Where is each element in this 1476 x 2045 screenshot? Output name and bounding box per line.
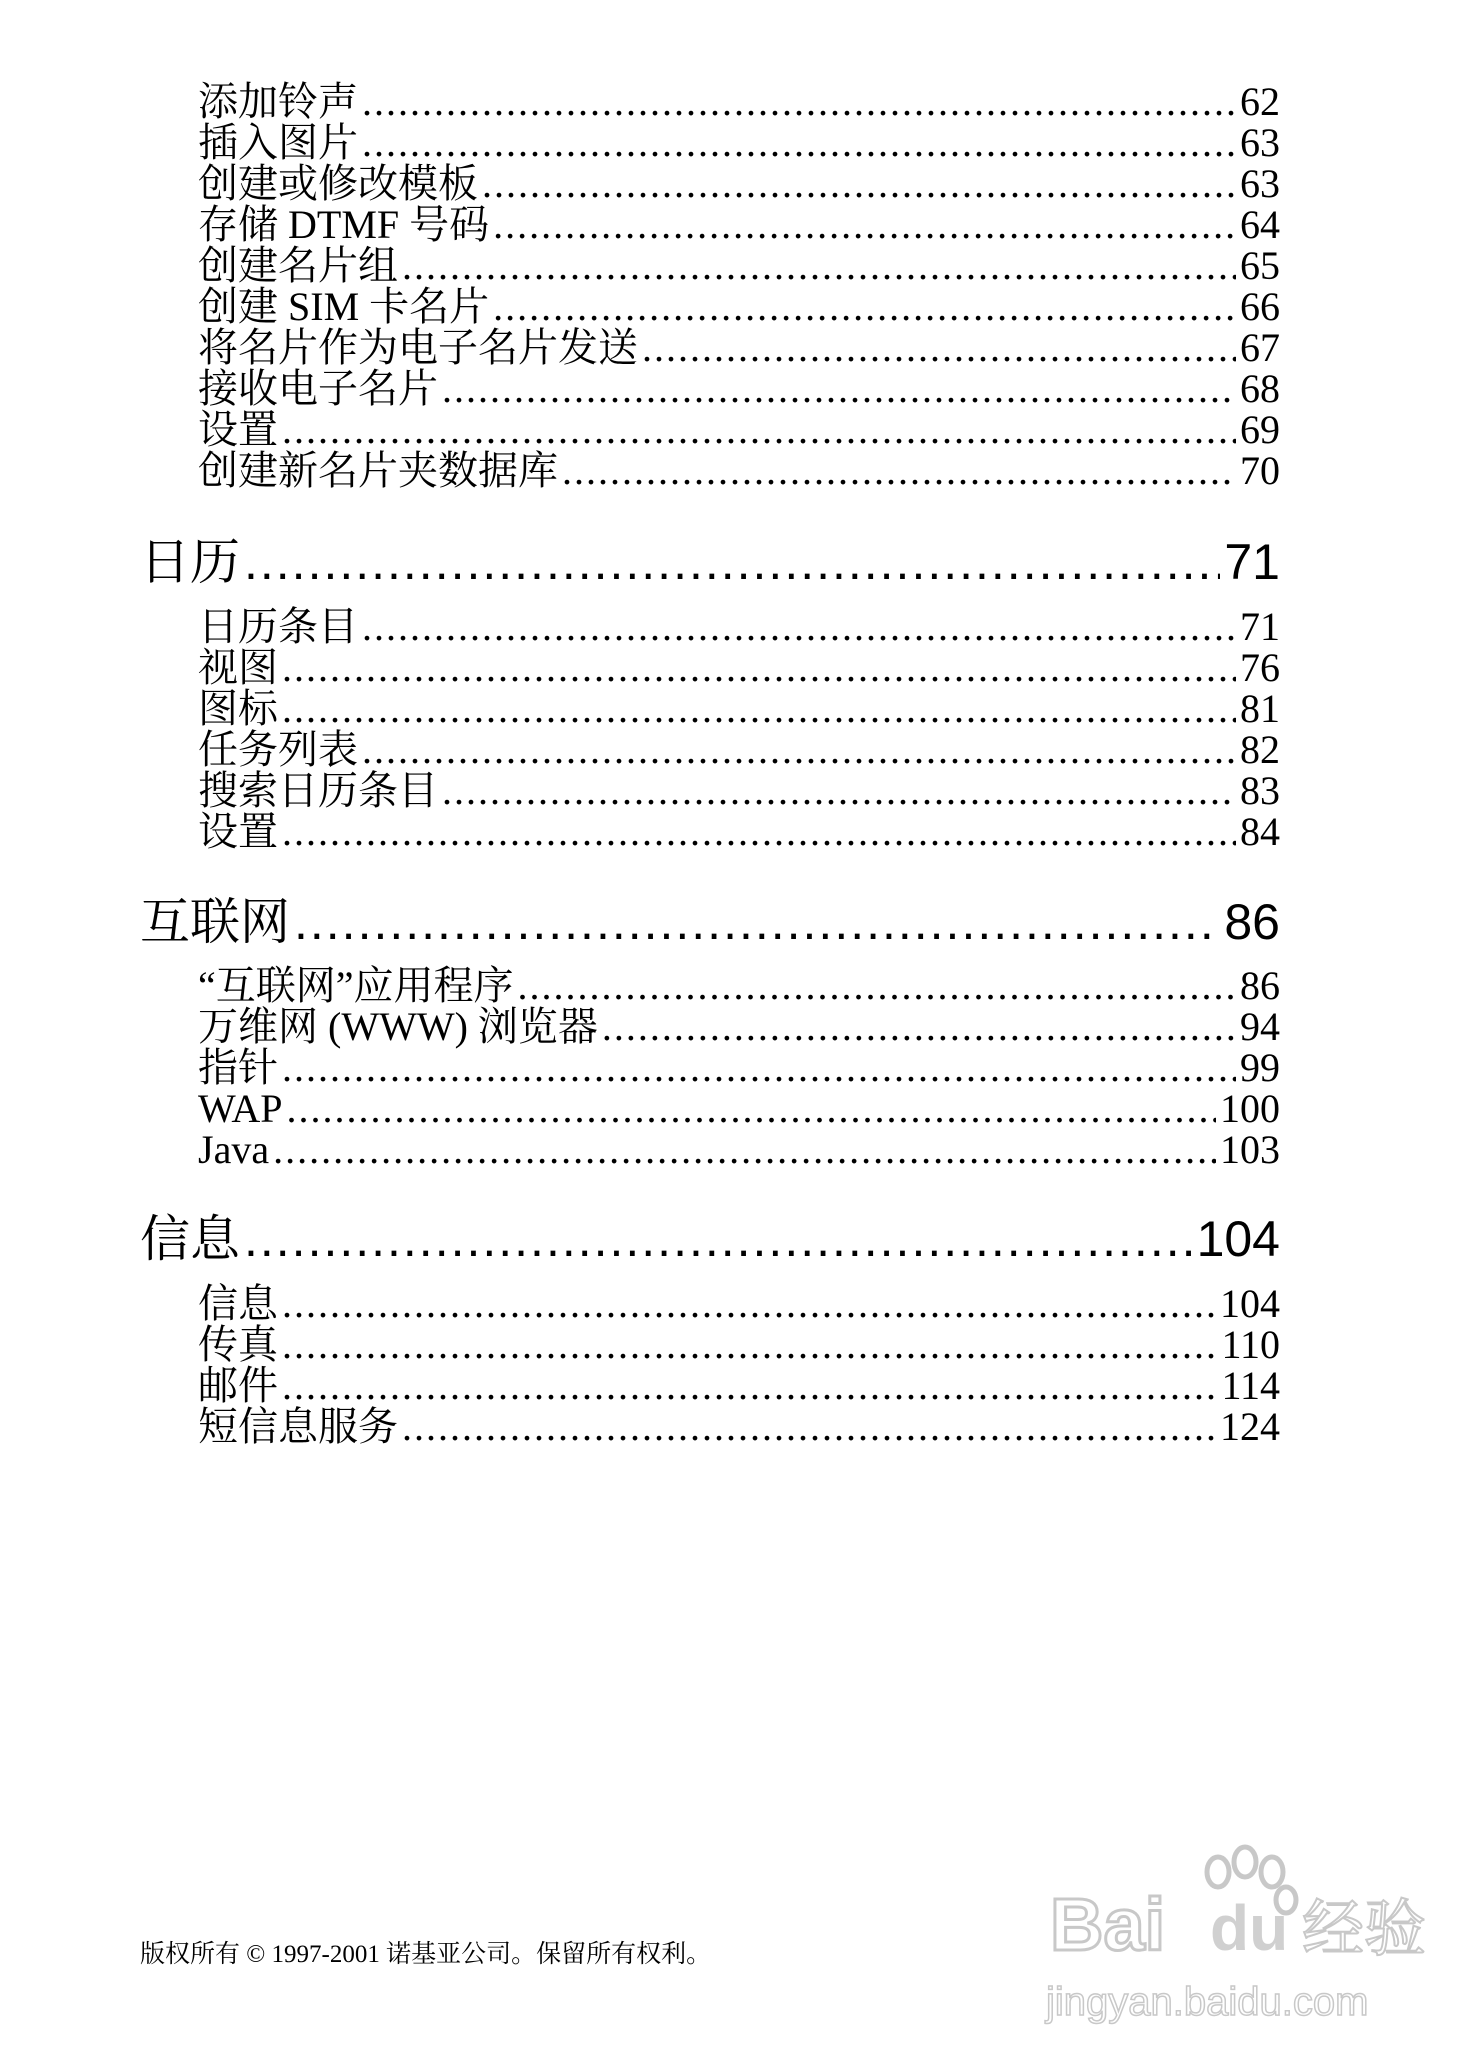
- dot-leader: [244, 1208, 1193, 1270]
- toc-entry-label: 存储 DTMF 号码: [198, 202, 490, 247]
- toc-entry-label: 添加铃声: [198, 79, 358, 124]
- toc-chapter-page: 71: [1224, 534, 1280, 590]
- dot-leader: [282, 807, 1236, 857]
- toc-entry-label: 信息: [198, 1281, 278, 1326]
- toc-entry[interactable]: [198, 1125, 1280, 1175]
- toc-entry-label: 设置: [198, 809, 278, 854]
- toc-entry-label: 指针: [198, 1045, 278, 1090]
- toc-entry-page: 99: [1240, 1045, 1280, 1090]
- toc-entry-page: 65: [1240, 243, 1280, 288]
- toc-entry-page: 63: [1240, 120, 1280, 165]
- toc-entry-label: 搜索日历条目: [198, 768, 438, 813]
- toc-entry-label: 创建或修改模板: [198, 161, 478, 206]
- dot-leader: [294, 891, 1220, 953]
- toc-entry-page: 84: [1240, 809, 1280, 854]
- toc-entry-label: 视图: [198, 645, 278, 690]
- toc-entry-label: 创建名片组: [198, 243, 398, 288]
- toc-entry[interactable]: [198, 446, 1280, 496]
- toc-entry-label: 万维网 (WWW) 浏览器: [198, 1004, 598, 1049]
- toc-entry-page: 66: [1240, 284, 1280, 329]
- toc-chapter-label: 互联网: [140, 894, 290, 950]
- toc-entry[interactable]: [198, 1402, 1280, 1452]
- dot-leader: [562, 446, 1236, 496]
- watermark-brand: Bai: [1050, 1883, 1166, 1966]
- toc-entry-page: 76: [1240, 645, 1280, 690]
- toc-entry-page: 62: [1240, 79, 1280, 124]
- toc-chapter-page: 86: [1224, 894, 1280, 950]
- watermark-brand-du: du: [1210, 1892, 1289, 1964]
- toc-entry-page: 110: [1221, 1322, 1280, 1367]
- toc-entry-label: 将名片作为电子名片发送: [198, 325, 638, 370]
- toc-entry-page: 81: [1240, 686, 1280, 731]
- watermark-brand-cn: 经验: [1302, 1892, 1427, 1965]
- toc-entry-page: 68: [1240, 366, 1280, 411]
- toc-entry-page: 83: [1240, 768, 1280, 813]
- copyright-footer: 版权所有 © 1997-2001 诺基亚公司。保留所有权利。: [140, 1941, 712, 1968]
- toc-entry-label: 任务列表: [198, 727, 358, 772]
- toc-entry-page: 124: [1220, 1404, 1280, 1449]
- toc-entry-page: 100: [1220, 1086, 1280, 1131]
- toc-entry[interactable]: [198, 807, 1280, 857]
- toc-entry-page: 104: [1220, 1281, 1280, 1326]
- toc-chapter-messaging[interactable]: [140, 1208, 1280, 1270]
- toc-entry-page: 64: [1240, 202, 1280, 247]
- toc-entry-label: 传真: [198, 1322, 278, 1367]
- toc-entry-label: Java: [198, 1127, 270, 1172]
- toc-entry-label: 创建 SIM 卡名片: [198, 284, 490, 329]
- toc-entry-page: 94: [1240, 1004, 1280, 1049]
- toc-chapter-internet[interactable]: [140, 891, 1280, 953]
- toc-entry-label: 图标: [198, 686, 278, 731]
- toc-entry-page: 86: [1240, 963, 1280, 1008]
- toc-chapter-label: 日历: [140, 534, 240, 590]
- toc-entry-label: 接收电子名片: [198, 366, 438, 411]
- toc-chapter-label: 信息: [140, 1211, 240, 1267]
- toc-entry-label: WAP: [198, 1086, 283, 1131]
- toc-entry-page: 69: [1240, 407, 1280, 452]
- toc-entry-label: “互联网”应用程序: [198, 963, 514, 1008]
- toc-entry-label: 日历条目: [198, 604, 358, 649]
- toc-entry-label: 设置: [198, 407, 278, 452]
- toc-entry-page: 82: [1240, 727, 1280, 772]
- toc-chapter-calendar[interactable]: [140, 531, 1280, 593]
- toc-entry-page: 70: [1240, 448, 1280, 493]
- toc-chapter-page: 104: [1196, 1211, 1280, 1267]
- toc-entry-page: 63: [1240, 161, 1280, 206]
- toc-entry-label: 邮件: [198, 1363, 278, 1408]
- toc-entry-page: 67: [1240, 325, 1280, 370]
- dot-leader: [244, 531, 1220, 593]
- watermark-url: jingyan.baidu.com: [1046, 1980, 1369, 2024]
- baidu-jingyan-watermark: [1040, 1810, 1440, 2040]
- toc-entry-label: 插入图片: [198, 120, 358, 165]
- toc-entry-page: 71: [1240, 604, 1280, 649]
- toc-entry-label: 创建新名片夹数据库: [198, 448, 558, 493]
- toc-entry-page: 114: [1221, 1363, 1280, 1408]
- dot-leader: [402, 1402, 1216, 1452]
- dot-leader: [273, 1125, 1216, 1175]
- toc-entry-label: 短信息服务: [198, 1404, 398, 1449]
- toc-entry-page: 103: [1220, 1127, 1280, 1172]
